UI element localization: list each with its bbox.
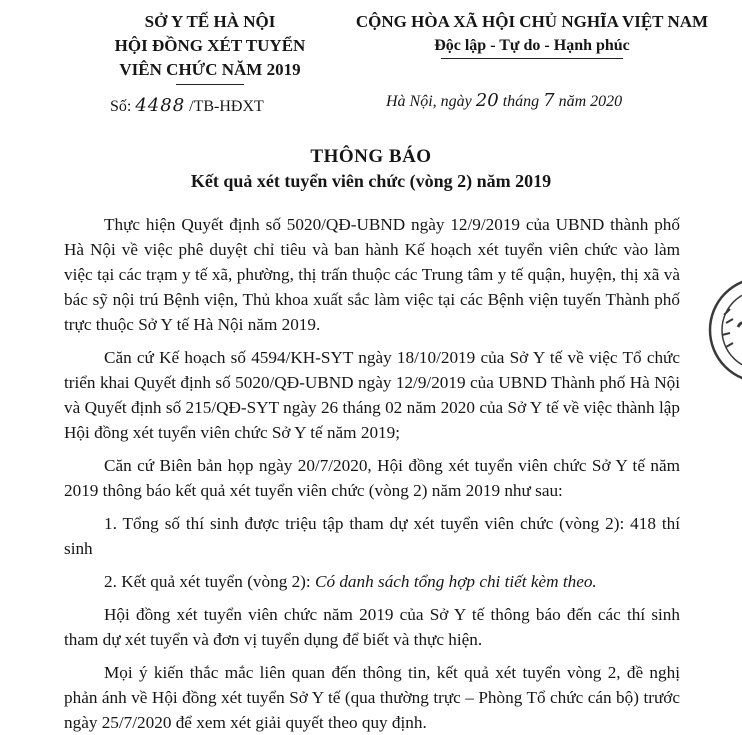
- nation-name: CỘNG HÒA XÃ HỘI CHỦ NGHĨA VIỆT NAM: [355, 12, 709, 31]
- date-prefix: Hà Nội, ngày: [386, 93, 472, 110]
- org-line-3: VIÊN CHỨC NĂM 2019: [119, 60, 301, 79]
- paragraph-3: Căn cứ Biên bản họp ngày 20/7/2020, Hội đồng xét tuyển viên chức Sở Y tế năm 2019 thông báo kết quả xét tuyển viên chức (vòng 2) năm 2019 như sau:: [64, 456, 680, 500]
- paragraph-4: 1. Tổng số thí sinh được triệu tập tham dự xét tuyển viên chức (vòng 2): 418 thí sinh: [64, 514, 680, 558]
- org-line-2: HỘI ĐỒNG XÉT TUYỂN: [114, 36, 306, 55]
- paragraph-6: Hội đồng xét tuyển viên chức năm 2019 của Sở Y tế thông báo đến các thí sinh tham dự xét tuyển và đơn vị tuyển dụng để biết và thực hiện.: [64, 605, 680, 649]
- document-title: THÔNG BÁO: [310, 146, 432, 167]
- paragraph-2: Căn cứ Kế hoạch số 4594/KH-SYT ngày 18/10/2019 của Sở Y tế về việc Tổ chức triển khai Quyết định số 5020/QĐ-UBND ngày 12/9/2019 của UBND Thành phố Hà Nội và Quyết định số 215/QĐ-SYT ngày 26 tháng 02 năm 2020 của Sở Y tế về việc thành lập Hội đồng xét tuyển viên chức Sở Y tế năm 2019;: [64, 348, 680, 442]
- motto-underline: [441, 58, 623, 59]
- document-date: [386, 90, 622, 111]
- org-underline: [176, 84, 244, 85]
- motto: Độc lập - Tự do - Hạnh phúc: [434, 37, 630, 54]
- paragraph-5-lead: 2. Kết quả xét tuyển (vòng 2):: [104, 572, 315, 591]
- document-subtitle: Kết quả xét tuyển viên chức (vòng 2) năm 2019: [190, 171, 552, 191]
- date-month: 7: [543, 90, 555, 111]
- so-number: 4488: [135, 95, 186, 116]
- official-seal: [700, 275, 742, 385]
- org-line-1: SỞ Y TẾ HÀ NỘI: [144, 12, 276, 31]
- so-suffix: /TB-HĐXT: [189, 98, 264, 115]
- document-number: [110, 95, 264, 116]
- date-year: năm 2020: [558, 93, 623, 110]
- so-label: Số:: [110, 98, 132, 115]
- paragraph-1: Thực hiện Quyết định số 5020/QĐ-UBND ngày 12/9/2019 của UBND thành phố Hà Nội về việc phê duyệt chỉ tiêu và ban hành Kế hoạch xét tuyển viên chức vào làm việc tại các trạm y tế xã, phường, thị trấn thuộc các Trung tâm y tế quận, huyện, thị xã và bác sỹ nội trú Bệnh viện, Thủ khoa xuất sắc làm việc tại các Bệnh viện tuyến Thành phố trực thuộc Sở Y tế Hà Nội năm 2019.: [64, 215, 680, 334]
- date-day: 20: [475, 90, 499, 111]
- paragraph-5-italic: Có danh sách tổng hợp chi tiết kèm theo.: [314, 572, 597, 591]
- paragraph-7: Mọi ý kiến thắc mắc liên quan đến thông tin, kết quả xét tuyển vòng 2, đề nghị phản ánh về Hội đồng xét tuyển Sở Y tế (qua thường trực – Phòng Tổ chức cán bộ) trước ngày 25/7/2020 để xem xét giải quyết theo quy định.: [64, 663, 680, 732]
- paragraph-5: [64, 569, 680, 594]
- issuing-organization: [60, 10, 360, 82]
- national-motto: [322, 10, 742, 58]
- date-month-label: tháng: [502, 93, 540, 110]
- document-body: [64, 212, 680, 735]
